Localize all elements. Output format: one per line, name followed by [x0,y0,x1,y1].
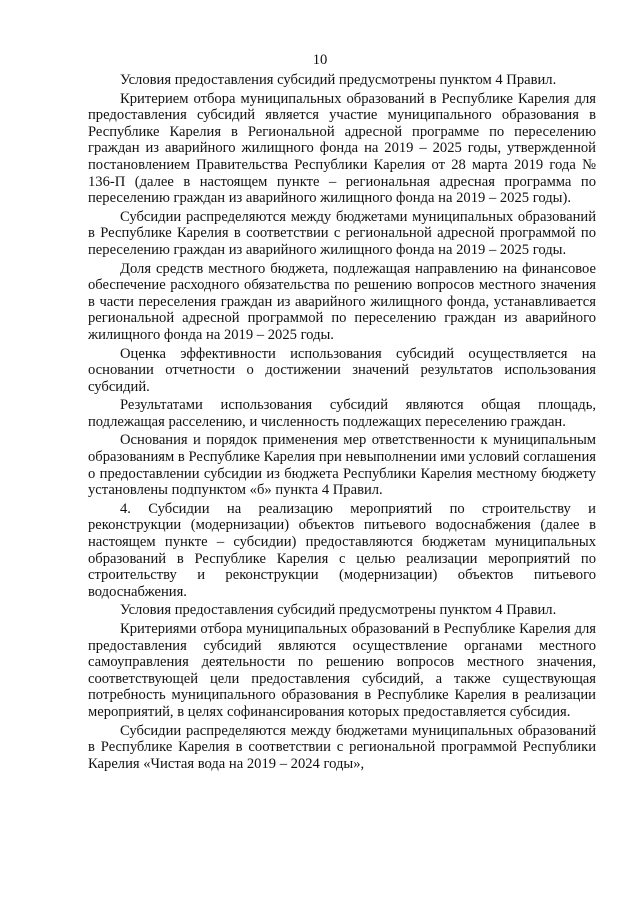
paragraph-3: Субсидии распределяются между бюджетами муниципальных образований в Республике Карелия в соответствии с региональной адресной программой по переселению граждан из аварийного жилищного фонда на 2019 – 2025 годы. [88,208,596,258]
paragraph-4: Доля средств местного бюджета, подлежащая направлению на финансовое обеспечение расходного обязательства по решению вопросов местного значения в части переселения граждан из аварийного жилищного фонда, устанавливается региональной адресной программой по переселению граждан из аварийного жилищного фонда на 2019 – 2025 годы. [88,260,596,343]
paragraph-7: Основания и порядок применения мер ответственности к муниципальным образованиям в Республике Карелия при невыполнении ими условий соглашения о предоставлении субсидии из бюджета Республики Карелия местному бюджету установлены подпунктом «б» пункта 4 Правил. [88,432,596,499]
paragraph-9: Условия предоставления субсидий предусмотрены пунктом 4 Правил. [120,602,557,619]
paragraph-2: Критерием отбора муниципальных образований в Республике Карелия для предоставления субсидий является участие муниципального образования в Республике Карелия в Региональной адресной программе по переселению граждан из аварийного жилищного фонда на 2019 – 2025 годы, утвержденной постановлением Правительства Республики Карелия от 28 марта 2019 года № 136-П (далее в настоящем пункте – региональная адресная программа по переселению граждан из аварийного жилищного фонда на 2019 – 2025 годы). [88,90,596,207]
paragraph-8: 4. Субсидии на реализацию мероприятий по строительству и реконструкции (модернизации) объектов питьевого водоснабжения (далее в настоящем пункте – субсидии) предоставляются бюджетам муниципальных образований в Республике Карелия с целью реализации мероприятий по строительству и реконструкции (модернизации) объектов питьевого водоснабжения. [88,500,596,600]
document-body [88,50,596,774]
paragraph-5: Оценка эффективности использования субсидий осуществляется на основании отчетности о достижении значений результатов использования субсидий. [88,345,596,395]
paragraph-10: Критериями отбора муниципальных образований в Республике Карелия для предоставления субсидий являются осуществление органами местного самоуправления деятельности по решению вопросов местного значения, соответствующей цели предоставления субсидий, а также существующая потребность муниципального образования в Республике Карелия в реализации мероприятий, в целях софинансирования которых предоставляется субсидия. [88,621,596,720]
paragraph-1: Условия предоставления субсидий предусмотрены пунктом 4 Правил. [120,72,557,88]
paragraph-11: Субсидии распределяются между бюджетами муниципальных образований в Республике Карелия в соответствии с региональной программой Республики Карелия «Чистая вода на 2019 – 2024 годы», [88,722,596,772]
paragraph-6: Результатами использования субсидий являются общая площадь, подлежащая расселению, и численность подлежащих переселению граждан. [88,397,596,430]
page-number: 10 [312,52,328,68]
